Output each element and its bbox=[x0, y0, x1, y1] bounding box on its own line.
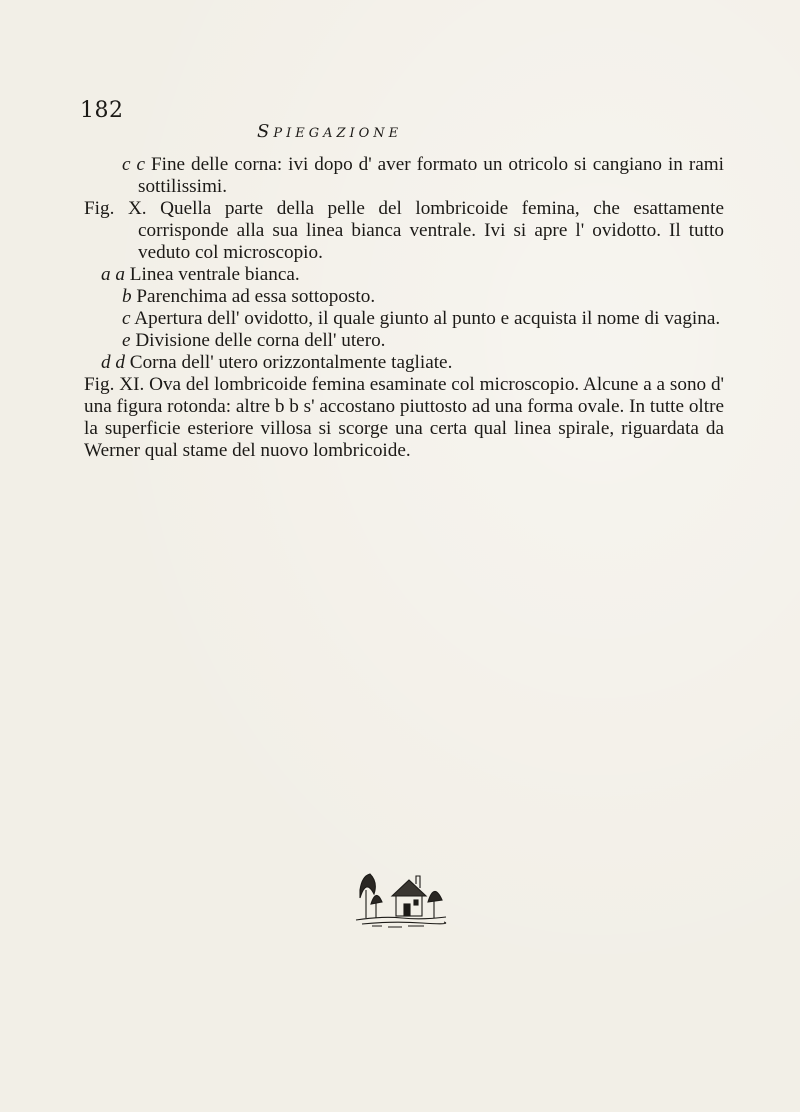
entry-text: Linea ventrale bianca. bbox=[129, 264, 300, 285]
entry-text: Parenchima ad essa sottoposto. bbox=[136, 286, 376, 307]
entry-label: c c bbox=[122, 154, 145, 175]
running-head: Spiegazione bbox=[257, 121, 403, 142]
entry-e bbox=[84, 330, 724, 352]
entry-label: b bbox=[122, 286, 132, 307]
entry-b bbox=[84, 286, 724, 308]
entry-fig-xi bbox=[84, 374, 724, 462]
body-text bbox=[84, 154, 724, 462]
figure-label: Fig. X. bbox=[84, 198, 147, 219]
entry-text: Ova del lombricoide femina esaminate col microscopio. Alcune a a sono d' una figura rotonda: altre b b s' accostano piuttosto ad una forma ovale. In tutte oltre la superficie esteriore villosa si scorge una certa qual linea spirale, riguardata da Werner qual stame del nuovo lombricoide. bbox=[84, 374, 725, 461]
entry-text: Corna dell' utero orizzontalmente tagliate. bbox=[129, 352, 453, 373]
figure-label: Fig. XI. bbox=[84, 374, 145, 395]
vignette-landscape-icon bbox=[352, 860, 448, 930]
entry-text: Fine delle corna: ivi dopo d' aver formato un otricolo si cangiano in rami sottilissimi. bbox=[138, 154, 724, 197]
entry-label: e bbox=[122, 330, 131, 351]
entry-aa bbox=[84, 264, 724, 286]
entry-label: a a bbox=[101, 264, 125, 285]
entry-label: d d bbox=[101, 352, 125, 373]
entry-dd bbox=[84, 352, 724, 374]
entry-c bbox=[84, 308, 724, 330]
entry-text: Divisione delle corna dell' utero. bbox=[135, 330, 386, 351]
entry-cc bbox=[84, 154, 724, 198]
entry-text: Apertura dell' ovidotto, il quale giunto al punto e acquista il nome di vagina. bbox=[134, 308, 721, 329]
page-number: 182 bbox=[80, 98, 124, 123]
entry-label: c bbox=[122, 308, 131, 329]
entry-fig-x bbox=[84, 198, 724, 264]
entry-text: Quella parte della pelle del lombricoide femina, che esattamente corrisponde alla sua linea bianca ventrale. Ivi si apre l' ovidotto. Il tutto veduto col microscopio. bbox=[138, 198, 724, 263]
